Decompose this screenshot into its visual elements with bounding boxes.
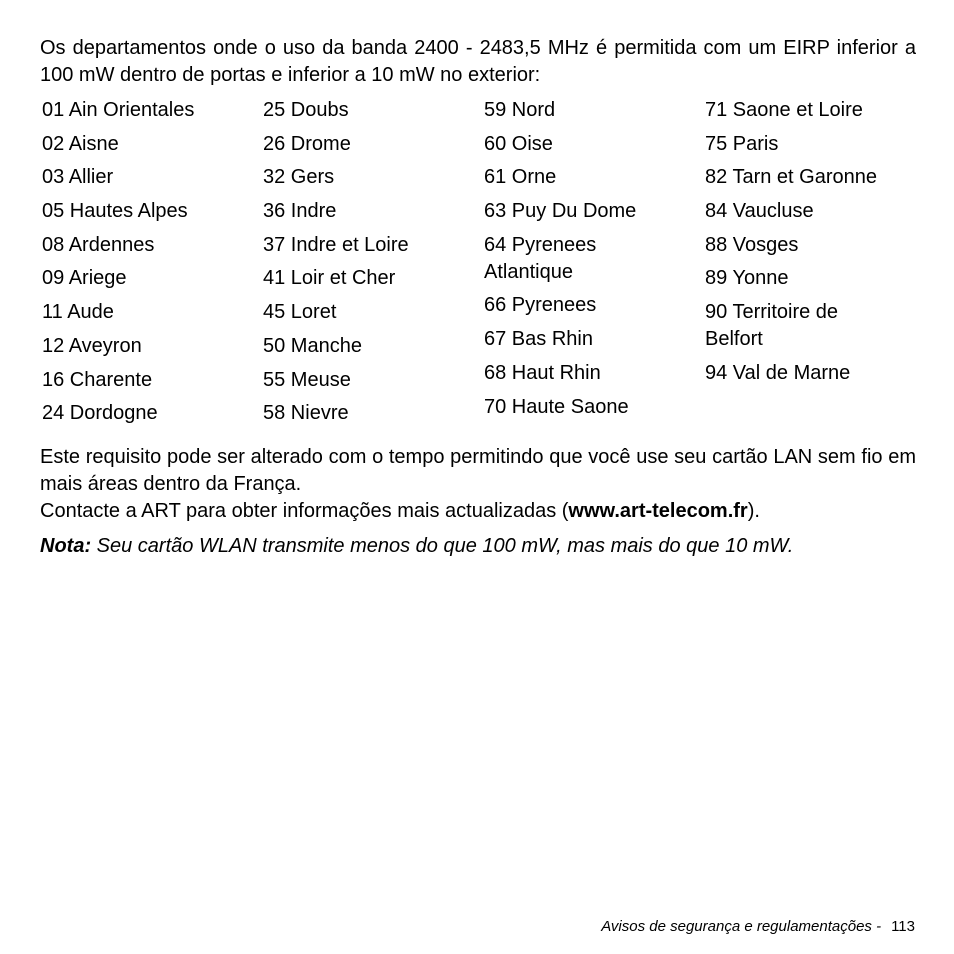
page-footer: [601, 917, 915, 937]
department-item: 24 Dordogne: [42, 402, 158, 425]
department-item: 67 Bas Rhin: [484, 328, 593, 351]
departments-column-4: [705, 97, 918, 434]
department-item: 88 Vosges: [705, 233, 799, 256]
department-item: 66 Pyrenees: [484, 294, 597, 317]
department-item: 12 Aveyron: [42, 334, 142, 357]
departments-column-2: [263, 97, 484, 434]
department-item: 60 Oise: [484, 132, 553, 155]
contact-paragraph: [40, 498, 916, 525]
note-label: Nota:: [40, 534, 92, 557]
department-item: 41 Loir et Cher: [263, 267, 396, 290]
department-item: 70 Haute Saone: [484, 395, 629, 418]
footer-section-title: Avisos de segurança e regulamentações -: [601, 918, 882, 935]
department-item: 55 Meuse: [263, 368, 351, 391]
department-item: 71 Saone et Loire: [705, 99, 863, 121]
department-item: 63 Puy Du Dome: [484, 200, 637, 223]
department-item: 64 Pyrenees Atlantique: [484, 233, 597, 283]
page-number: 113: [891, 918, 915, 935]
department-item: 05 Hautes Alpes: [42, 200, 188, 223]
department-item: 25 Doubs: [263, 99, 349, 121]
department-item: 58 Nievre: [263, 402, 349, 425]
department-item: 89 Yonne: [705, 267, 789, 290]
art-telecom-link[interactable]: www.art-telecom.fr: [568, 499, 748, 522]
department-item: 26 Drome: [263, 132, 351, 155]
contact-text-after: ).: [747, 499, 760, 522]
contact-text-before: Contacte a ART para obter informações mais actualizadas (: [40, 499, 569, 522]
department-item: 02 Aisne: [42, 132, 119, 155]
department-item: 45 Loret: [263, 301, 337, 324]
departments-grid: [42, 97, 916, 434]
department-item: 75 Paris: [705, 132, 779, 155]
requirement-paragraph: Este requisito pode ser alterado com o tempo permitindo que você use seu cartão LAN sem fio em mais áreas dentro da França.: [40, 445, 916, 495]
department-item: 50 Manche: [263, 334, 362, 357]
departments-column-3: [484, 97, 705, 434]
department-item: 82 Tarn et Garonne: [705, 166, 877, 189]
department-item: 90 Territoire de Belfort: [705, 301, 839, 351]
department-item: 32 Gers: [263, 166, 335, 189]
department-item: 68 Haut Rhin: [484, 361, 601, 384]
department-item: 37 Indre et Loire: [263, 233, 409, 256]
department-item: 01 Ain Orientales: [42, 99, 195, 121]
department-item: 03 Allier: [42, 166, 114, 189]
departments-column-1: [42, 97, 263, 434]
department-item: 36 Indre: [263, 200, 337, 223]
department-item: 61 Orne: [484, 166, 557, 189]
intro-paragraph: Os departamentos onde o uso da banda 2400 - 2483,5 MHz é permitida com um EIRP inferior a 100 mW dentro de portas e inferior a 10 mW no exterior:: [40, 37, 916, 86]
department-item: 59 Nord: [484, 99, 556, 121]
note-paragraph: [40, 533, 916, 560]
department-item: 08 Ardennes: [42, 233, 155, 256]
department-item: 84 Vaucluse: [705, 200, 814, 223]
page-content: [40, 35, 916, 580]
department-item: 11 Aude: [42, 301, 114, 324]
note-text: Seu cartão WLAN transmite menos do que 100 mW, mas mais do que 10 mW.: [91, 534, 794, 557]
department-item: 16 Charente: [42, 368, 153, 391]
department-item: 09 Ariege: [42, 267, 127, 290]
department-item: 94 Val de Marne: [705, 361, 851, 384]
